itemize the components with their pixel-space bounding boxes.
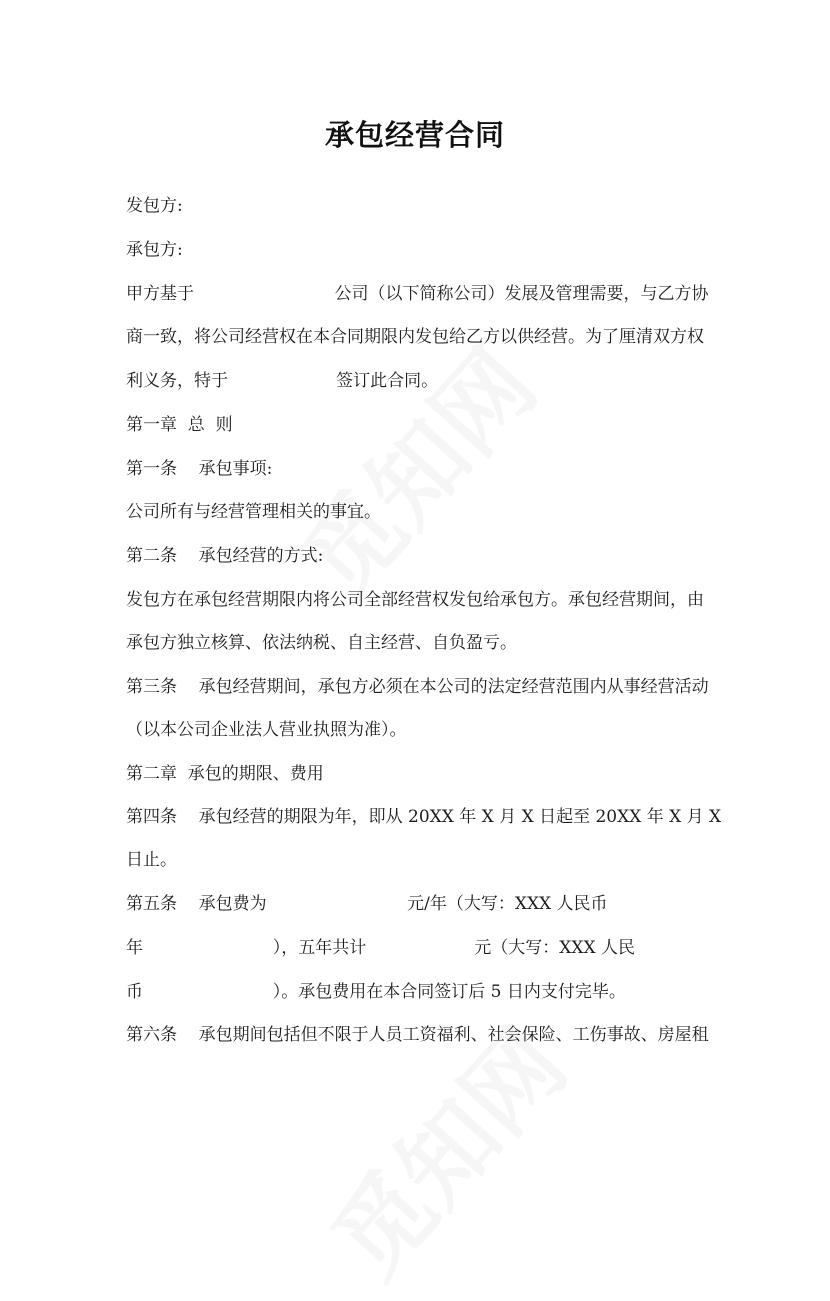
text-line: 承包方独立核算、依法纳税、自主经营、自负盈亏。 [126,633,517,653]
text-line: 发包方在承包经营期限内将公司全部经营权发包给承包方。承包经营期间，由 [126,590,704,610]
text-line: 第二章 承包的期限、费用 [126,764,324,784]
text-line: 发包方: [126,196,183,216]
text-line: 商一致，将公司经营权在本合同期限内发包给乙方以供经营。为了厘清双方权 [126,327,704,347]
text-line: 第六条 承包期间包括但不限于人员工资福利、社会保险、工伤事故、房屋租 [126,1025,709,1045]
text-line: 第四条 承包经营的期限为年，即从 20XX 年 X 月 X 日起至 20XX 年 X 月 X [126,807,722,827]
document-title: 承包经营合同 [324,118,505,152]
watermark [267,316,562,622]
text-line: 币 ）。承包费用在本合同签订后 5 日内支付完毕。 [126,982,626,1002]
text-line: 日止。 [126,850,177,870]
text-line: 第一条 承包事项: [126,459,273,479]
text-line: 年 ），五年共计 元（大写：XXX 人民 [126,938,635,958]
text-line: 利义务，特于 签订此合同。 [126,371,439,391]
text-line: （以本公司企业法人营业执照为准）。 [126,720,407,740]
text-line: 第三条 承包经营期间，承包方必须在本公司的法定经营范围内从事经营活动 [126,677,709,697]
text-line: 第五条 承包费为 元/年（大写：XXX 人民币 [126,894,608,914]
text-line: 公司所有与经营管理相关的事宜。 [126,502,381,522]
text-line: 承包方: [126,240,183,260]
text-line: 第一章 总 则 [126,415,233,435]
text-line: 第二条 承包经营的方式: [126,546,324,566]
text-line: 甲方基于 公司（以下简称公司）发展及管理需要，与乙方协 [126,284,709,304]
